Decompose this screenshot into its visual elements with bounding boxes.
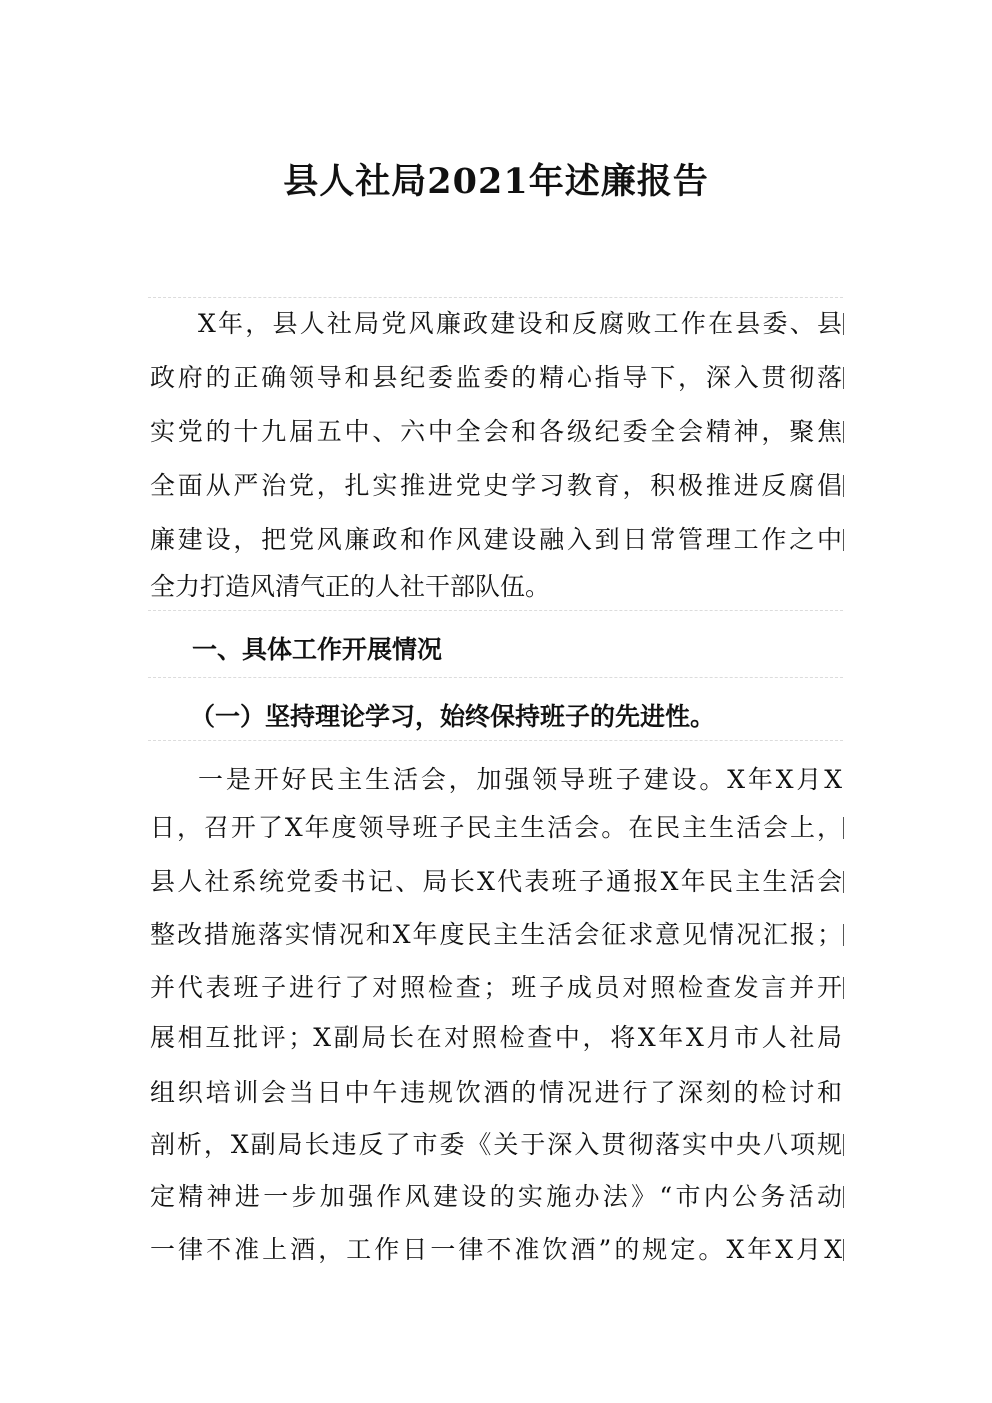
body-line: 定精神进一步加强作风建设的实施办法》“市内公务活动 [150,1182,842,1211]
body-line: 县人社系统党委书记、局长X代表班子通报X年民主生活会 [150,867,842,896]
margin-tick [843,313,844,335]
margin-tick [843,817,844,839]
heading-rule [148,677,843,678]
paragraph-top-rule [148,297,843,298]
body-line: 组织培训会当日中午违规饮酒的情况进行了深刻的检讨和 [150,1078,842,1107]
body-line: 展相互批评；X副局长在对照检查中，将X年X月市人社局 [150,1023,842,1052]
margin-tick [843,367,844,389]
intro-line: 政府的正确领导和县纪委监委的精心指导下，深入贯彻落 [150,363,842,392]
intro-line: 全力打造风清气正的人社干部队伍。 [150,572,551,601]
heading-rule [148,740,843,741]
margin-tick [843,475,844,497]
margin-tick [843,1239,844,1261]
margin-tick [843,1186,844,1208]
margin-tick [843,421,844,443]
section-heading-2: （一）坚持理论学习，始终保持班子的先进性。 [190,702,716,731]
margin-tick [843,529,844,551]
intro-line: 实党的十九届五中、六中全会和各级纪委全会精神，聚焦 [150,417,842,446]
intro-line: 廉建设，把党风廉政和作风建设融入到日常管理工作之中 [150,525,842,554]
body-line: 整改措施落实情况和X年度民主生活会征求意见情况汇报； [150,920,842,949]
paragraph-bottom-rule [148,610,843,611]
body-line: 日，召开了X年度领导班子民主生活会。在民主生活会上， [150,813,842,842]
margin-tick [843,871,844,893]
margin-tick [843,924,844,946]
section-heading-1: 一、具体工作开展情况 [192,635,443,664]
body-line: 并代表班子进行了对照检查；班子成员对照检查发言并开 [150,973,842,1002]
body-line: 一是开好民主生活会，加强领导班子建设。X年X月X [198,765,842,794]
margin-tick [843,1134,844,1156]
document-title: 县人社局2021年述廉报告 [283,161,709,202]
body-line: 一律不准上酒，工作日一律不准饮酒”的规定。X年X月X [150,1235,842,1264]
intro-line: 全面从严治党，扎实推进党史学习教育，积极推进反腐倡 [150,471,842,500]
body-line: 剖析，X副局长违反了市委《关于深入贯彻落实中央八项规 [150,1130,842,1159]
intro-line: X年，县人社局党风廉政建设和反腐败工作在县委、县 [198,309,842,338]
margin-tick [843,977,844,999]
